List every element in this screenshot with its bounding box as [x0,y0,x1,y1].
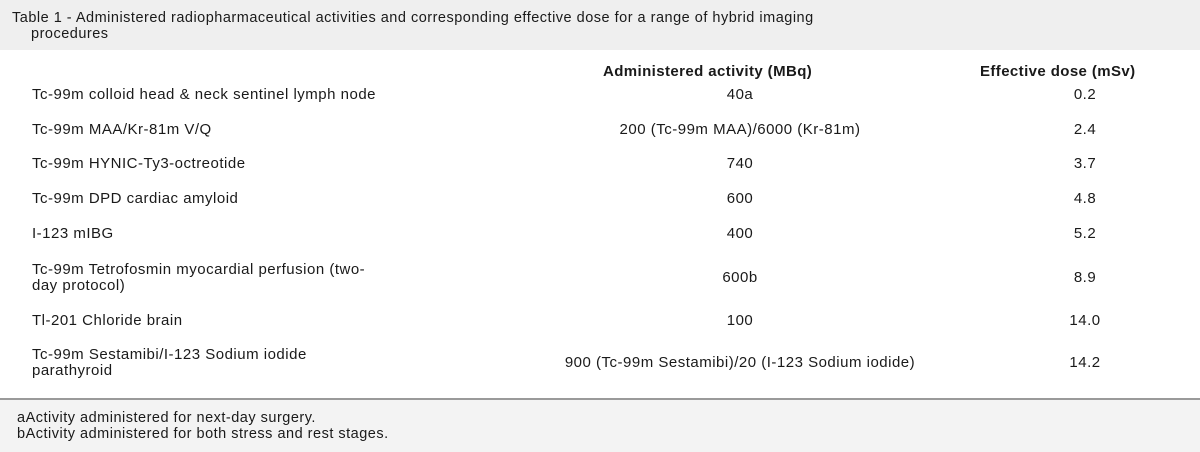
procedure-line: Tc-99m Tetrofosmin myocardial perfusion (two- [32,261,366,278]
caption-line-2: procedures [31,26,109,42]
dose-cell: 14.2 [1069,354,1101,371]
dose-cell: 0.2 [1073,86,1097,103]
dose-cell: 8.9 [1073,269,1097,286]
column-header-activity: Administered activity (MBq) [603,63,813,80]
procedure-cell: Tc-99m colloid head & neck sentinel lymph node [32,86,377,103]
procedure-cell [32,347,502,379]
activity-cell: 400 [726,225,754,242]
activity-cell: 600b [722,269,758,286]
activity-cell: 740 [726,155,754,172]
table-footnotes [0,400,1200,452]
procedure-line: Tc-99m Sestamibi/I-123 Sodium iodide [32,346,307,363]
activity-cell: 40a [726,86,754,103]
procedure-cell [32,262,502,294]
dose-cell: 5.2 [1073,225,1097,242]
dose-cell: 3.7 [1073,155,1097,172]
activity-cell: 600 [726,190,754,207]
procedure-cell: Tc-99m HYNIC-Ty3-octreotide [32,155,246,172]
caption-line-1: Table 1 - Administered radiopharmaceutical activities and corresponding effective dose for a range of hybrid imaging [12,10,814,26]
activity-cell: 900 (Tc-99m Sestamibi)/20 (I-123 Sodium iodide) [564,354,916,371]
procedure-cell: Tl-201 Chloride brain [32,312,183,329]
procedure-cell: I-123 mIBG [32,225,114,242]
footnote-a: aActivity administered for next-day surgery. [17,410,316,426]
procedure-cell: Tc-99m DPD cardiac amyloid [32,190,239,207]
activity-cell: 200 (Tc-99m MAA)/6000 (Kr-81m) [619,121,861,138]
table-caption [0,0,1200,50]
column-header-dose: Effective dose (mSv) [980,63,1136,80]
activity-cell: 100 [726,312,754,329]
dose-cell: 4.8 [1073,190,1097,207]
dose-cell: 2.4 [1073,121,1097,138]
dose-cell: 14.0 [1069,312,1101,329]
procedure-line: day protocol) [32,277,126,294]
footnote-b: bActivity administered for both stress and rest stages. [17,426,389,442]
procedure-cell: Tc-99m MAA/Kr-81m V/Q [32,121,212,138]
procedure-line: parathyroid [32,362,113,379]
